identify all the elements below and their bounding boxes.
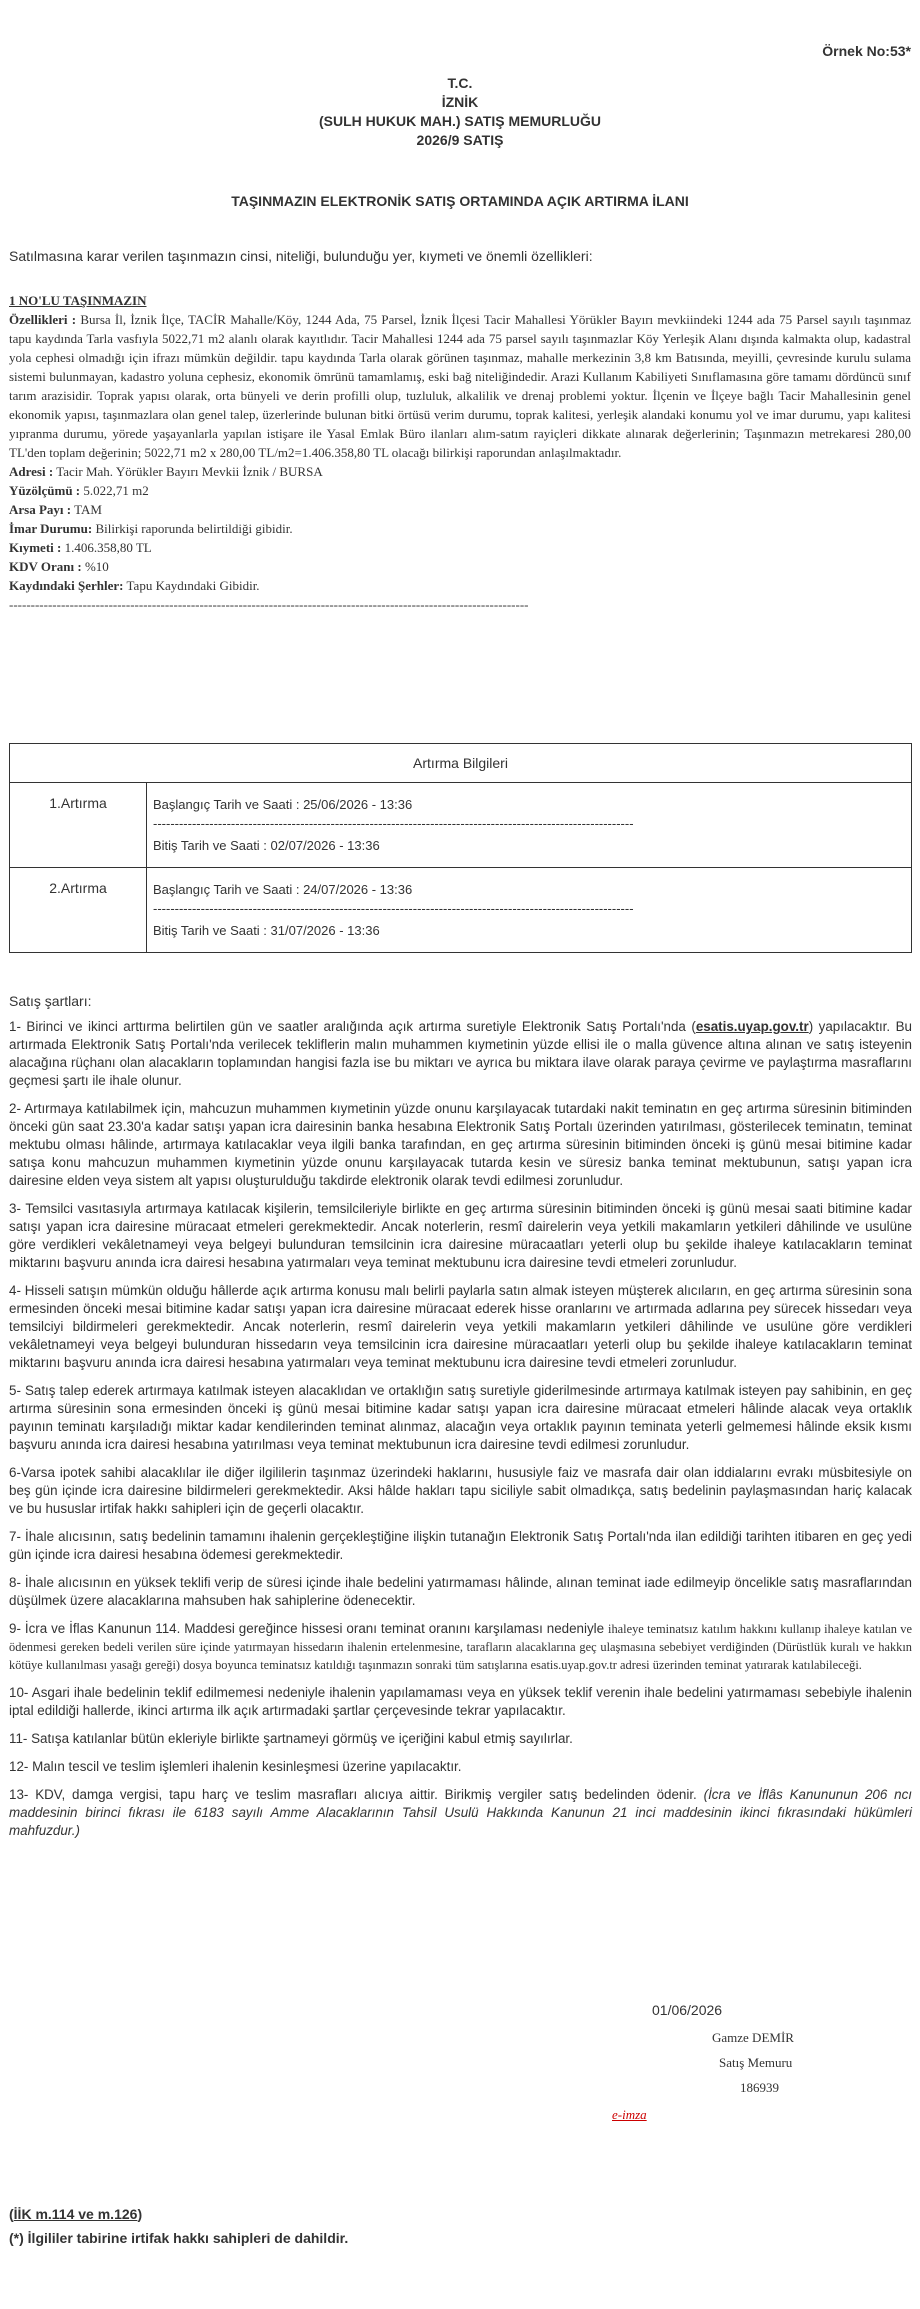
sart-item: 6-Varsa ipotek sahibi alacaklılar ile diğer ilgililerin taşınmaz üzerindeki haklarını, hususiyle faiz ve masrafa dair olan iddialarını evrakı müsbitesiyle on beş gün içinde icra dairesine bildirmeleri gerekmektedir. Aksi hâlde hakları tapu siciliyle sabit olmadıkça, satış bedelinin paylaşmasından hariç kalacak ve bu hususlar irtifak hakkı sahipleri için de geçerli olacaktır. bbox=[9, 1465, 912, 1516]
table-row bbox=[10, 783, 912, 868]
artirma-no: 2.Artırma bbox=[10, 868, 147, 953]
sart-text: ) yapılacaktır. Bu artırmada Elektronik Satış Portalı'nda verilecek tekliflerin malın muhammen kıymetinin yüzde ellisi ile o malla güvence altına alınan ve satış isteyenin alacağına rüçhanı olan alacakların toplamından hangisi fazla ise bu miktarı ve ayrıca bu miktara ilave olarak paraya çevirme ve paylaştırma masraflarını geçmesi şartı ile ihale olunur. bbox=[9, 1019, 912, 1088]
sartlar-title: Satış şartları: bbox=[9, 993, 92, 1009]
kiymeti-label: Kıymeti : bbox=[9, 540, 62, 555]
ornek-no: Örnek No:53* bbox=[822, 43, 911, 59]
serhler-value: Tapu Kaydındaki Gibidir. bbox=[126, 578, 260, 593]
sart-item bbox=[9, 1620, 912, 1674]
serhler-label: Kaydındaki Şerhler: bbox=[9, 578, 124, 593]
signature-date: 01/06/2026 bbox=[652, 2002, 723, 2018]
baslangic-tarih: Başlangıç Tarih ve Saati : 25/06/2026 - 13:36 bbox=[153, 797, 413, 812]
footer-law: İİK m.114 ve m.126 bbox=[13, 2206, 138, 2222]
adres-label: Adresi : bbox=[9, 464, 54, 479]
sart-text: 13- KDV, damga vergisi, tapu harç ve teslim masrafları alıcıya aittir. Birikmiş vergiler satış bedelinden ödenir. bbox=[9, 1787, 704, 1802]
yuzolcumu-value: 5.022,71 m2 bbox=[83, 483, 149, 498]
artirma-details bbox=[147, 868, 912, 953]
imar-value: Bilirkişi raporunda belirtildiği gibidir. bbox=[95, 521, 293, 536]
footer-law-ref bbox=[9, 2206, 142, 2222]
bitis-tarih: Bitiş Tarih ve Saati : 02/07/2026 - 13:36 bbox=[153, 838, 380, 853]
kdv-value: %10 bbox=[84, 559, 109, 574]
imar-label: İmar Durumu: bbox=[9, 521, 93, 536]
adres-value: Tacir Mah. Yörükler Bayırı Mevkii İznik / BURSA bbox=[56, 464, 323, 479]
arsa-payi-value: TAM bbox=[74, 502, 102, 517]
header-iznik: İZNİK bbox=[441, 94, 479, 110]
sart-item bbox=[9, 1018, 912, 1090]
sart-text: 1- Birinci ve ikinci arttırma belirtilen gün ve saatler aralığında açık artırma suretiyle Elektronik Satış Portalı'nda ( bbox=[9, 1019, 696, 1034]
sart-text: 9- İcra ve İflas Kanunun 114. Maddesi gereğince hissesi oranı teminat oranını karşılaması nedeniyle bbox=[9, 1621, 609, 1636]
artirma-table-header: Artırma Bilgileri bbox=[10, 744, 912, 783]
row-divider: --------------------------------------------------------------------------------------------------------------- bbox=[153, 818, 634, 830]
kiymeti-value: 1.406.358,80 TL bbox=[64, 540, 152, 555]
sart-item: 4- Hisseli satışın mümkün olduğu hâllerde açık artırma konusu malı belirli paylarla satın almak isteyen müşterek alıcıların, en geç artırma süresinin sona ermesinden önceki mesai bitimine kadar satışı yapan icra dairesine müracaat ederek hisse oranlarını ve artırmada adlarına pey sürecek hissedarı veya temsilciyi bildirmeleri gerekmektedir. Ancak noterlerin, resmî dairelerin veya yetkili makamların yetkileri dâhilinde ve usulüne göre verdikleri vekâletnameyi veya belgeyi bulunduran hissedarın veya temsilcinin icra dairesine müracaatları yeterli olup bu şekilde ihaleye katılacakların teminat miktarını başvuru anında icra dairesi hesabına yatırmaları veya teminat mektubunu icra dairesine tevdi etmeleri zorunludur. bbox=[9, 1283, 912, 1370]
yuzolcumu-label: Yüzölçümü : bbox=[9, 483, 81, 498]
sart-item bbox=[9, 1786, 912, 1840]
sart-item: 8- İhale alıcısının en yüksek teklifi verip de süresi içinde ihale bedelini yatırmaması hâlinde, alınan teminat iade edilmeyip öncelikle satış masraflarından düşülmek üzere alacaklarına mahsuben hak sahiplerine ödenecektir. bbox=[9, 1575, 912, 1608]
separator-line: ------------------------------------------------------------------------------------------------------------------------ bbox=[9, 597, 529, 612]
ozellikleri-label: Özellikleri : bbox=[9, 312, 77, 327]
signature-role: Satış Memuru bbox=[719, 2055, 793, 2070]
bitis-tarih: Bitiş Tarih ve Saati : 31/07/2026 - 13:36 bbox=[153, 923, 380, 938]
artirma-no: 1.Artırma bbox=[10, 783, 147, 868]
kdv-label: KDV Oranı : bbox=[9, 559, 82, 574]
table-row bbox=[10, 868, 912, 953]
artirma-table bbox=[9, 743, 912, 953]
footer-paren: ) bbox=[137, 2206, 143, 2222]
row-divider: --------------------------------------------------------------------------------------------------------------- bbox=[153, 903, 634, 915]
property-section bbox=[9, 291, 911, 614]
arsa-payi-label: Arsa Payı : bbox=[9, 502, 72, 517]
sart-item: 12- Malın tescil ve teslim işlemleri ihalenin kesinleşmesi üzerine yapılacaktır. bbox=[9, 1759, 462, 1774]
sart-item: 3- Temsilci vasıtasıyla artırmaya katılacak kişilerin, temsilcileriyle birlikte en geç artırma süresinin bitiminden önceki iş günü mesai saati bitimine kadar satışı yapan icra dairesine müracaat etmeleri gerekmektedir. Ancak noterlerin, resmî dairelerin veya yetkili makamların yetkileri dâhilinde ve usulüne göre verdikleri vekâletnameyi veya belgeyi bulunduran temsilcinin icra dairesine müracaatları yeterli olup bu şekilde ihaleye katılacakların teminat miktarını başvuru anında icra dairesi hesabına yatırmaları veya teminat mektubunu icra dairesine tevdi etmeleri zorunludur. bbox=[9, 1201, 912, 1270]
sart-item: 10- Asgari ihale bedelinin teklif edilmemesi nedeniyle ihalenin yapılamaması veya en yüksek teklif verenin ihale bedelini yatırmaması sebebiyle ihalenin iptal edildiği hallerde, ikinci artırma ilk açık artırmadaki şartlar çerçevesinde tekrar yapılacaktır. bbox=[9, 1685, 912, 1718]
footer-note: (*) İlgililer tabirine irtifak hakkı sahipleri de dahildir. bbox=[9, 2230, 349, 2246]
sart-item: 7- İhale alıcısının, satış bedelinin tamamını ihalenin gerçekleştiğine ilişkin tutanağın Elektronik Satış Portalı'nda ilan edildiği tarihten itibaren en geç yedi gün içinde icra dairesi hesabına ödemesi gerekmektedir. bbox=[9, 1529, 912, 1562]
header-satis-no: 2026/9 SATIŞ bbox=[416, 132, 504, 148]
intro-text: Satılmasına karar verilen taşınmazın cinsi, niteliği, bulunduğu yer, kıymeti ve önemli özellikleri: bbox=[9, 248, 593, 264]
baslangic-tarih: Başlangıç Tarih ve Saati : 24/07/2026 - 13:36 bbox=[153, 882, 413, 897]
sart-item: 5- Satış talep ederek artırmaya katılmak isteyen alacaklıdan ve ortaklığın satış suretiyle giderilmesinde artırmaya katılmak isteyen pay sahibinin, en geç artırma süresinin sona ermesinden önceki iş günü mesai bitimine kadar satışı yapan icra dairesine müracaat etmeleri hâlinde alacak veya ortaklık payının teminatı karşıladığı miktar kadar kendilerinden teminat alınmaz, alacağın veya ortaklık payının teminata yeterli gelmemesi hâlinde eksik kısmı başvuru anında icra dairesi hesabına yatırılması veya teminat mektubunun icra dairesine tevdi edilmesi zorunludur. bbox=[9, 1383, 912, 1452]
signature-name: Gamze DEMİR bbox=[712, 2030, 794, 2045]
esatis-link[interactable]: esatis.uyap.gov.tr bbox=[695, 1019, 809, 1034]
property-heading: 1 NO'LU TAŞINMAZIN bbox=[9, 293, 147, 308]
e-imza-link[interactable]: e-imza bbox=[612, 2107, 647, 2122]
header-tc: T.C. bbox=[447, 75, 473, 91]
artirma-details bbox=[147, 783, 912, 868]
sartlar-list bbox=[9, 1018, 912, 1850]
signature-no: 186939 bbox=[740, 2080, 779, 2095]
sart-item: 2- Artırmaya katılabilmek için, mahcuzun muhammen kıymetinin yüzde onunu karşılayacak tutardaki nakit teminatın en geç artırma süresinin bitiminden önceki gün saat 23.30'a kadar satışı yapan icra dairesinin banka hesabına Elektronik Satış Portalı üzerinden yatırılması, gösterilecek teminatın, teminat mektubu olması hâlinde, artırmaya katılacaklar veya ilgili banka tarafından, en geç artırma süresinin bitiminden önceki iş günü mesai bitimine kadar satışa konu mahcuzun muhammen kıymetinin yüzde onunu karşılayacak tutarda kesin ve süresiz banka teminat mektubunun, satışı yapan icra dairesine elden veya sistem alt yapısı oluşturulduğu takdirde elektronik olarak tevdi edilmesi zorunludur. bbox=[9, 1101, 912, 1188]
sart-item: 11- Satışa katılanlar bütün ekleriyle birlikte şartnameyi görmüş ve içeriğini kabul etmiş sayılırlar. bbox=[9, 1731, 573, 1746]
document-header bbox=[0, 74, 920, 150]
header-memurluk: (SULH HUKUK MAH.) SATIŞ MEMURLUĞU bbox=[318, 113, 602, 129]
sart-text-italic: (İcra ve İflâs Kanununun 206 ncı maddesinin birinci fıkrası ile 6183 sayılı Amme Alacaklarının Tahsil Usulü Hakkında Kanunun 21 inci maddesinin ikinci fıkrasındaki hükümleri mahfuzdur.) bbox=[9, 1787, 912, 1838]
ozellikleri-text: Bursa İl, İznik İlçe, TACİR Mahalle/Köy, 1244 Ada, 75 Parsel, İznik İlçesi Tacir Mahallesi Yörükler Bayırı mevkiindeki 1244 ada 75 Parsel sayılı taşınmaz tapu kaydında Tarla vasfıyla 5022,71 m2 alanlı olarak kayıtlıdır. Tacir Mahallesi 1244 ada 75 parsel sayılı taşınmazlar Köy Yerleşik Alanı dışında kalmakta olup, kadastral yola cephesi olmadığı için ifrazı mümkün değildir. tapu kaydında Tarla olarak görünen taşınmaz, mahalle merkezinin 3,8 km Batısında, meyilli, çevresinde kurulu sulama sistemi bulunmayan, kadastro yoluna cephesiz, ekonomik ömrünü tamamlamış, eski bağ niteliğindedir. Arazi Kullanım Kabiliyeti Sınıflamasına göre tamamı dördüncü sınıf tarım arazisidir. Toprak yapısı olarak, orta bünyeli ve derin profilli olup, tuzluluk, alkalilik ve drenaj problemi yoktur. İlçenin ve İlçeye bağlı Tacir Mahallesinin genel ekonomik yapısı, taşınmazlara olan genel talep, üzerlerinde bulunan bitki örtüsü verim durumu, toprak kalitesi, yerleşik alandaki konumu yol ve imar durumu, yapı kalitesi yıpranma durumu, yörede yaşayanlarla yapılan istişare ile Yasal Emlak Büro ilanları alım-satım rayiçleri dikkate alınarak değerlerinin; Taşınmazın metrekaresi 280,00 TL'den toplam değerinin; 5022,71 m2 x 280,00 TL/m2=1.406.358,80 TL olacağı bilirkişi raporundan anlaşılmaktadır. bbox=[9, 312, 912, 460]
page-title: TAŞINMAZIN ELEKTRONİK SATIŞ ORTAMINDA AÇIK ARTIRMA İLANI bbox=[231, 193, 689, 209]
footer-paren: ( bbox=[9, 2206, 14, 2222]
sart-text: ihaleye teminatsız katılım hakkını kullanıp ihaleye katılan ve ödenmesi gereken bedeli verilen süre içinde yatırmayan hissedarın ihalenin ertelenmesine, tarafların alacaklarına geç ulaşmasına sebebiyet verdiğinden (Dürüstlük kuralı ve hakkın kötüye kullanılması yasağı gereği) dosya boyunca teminatsız katıldığı taşınmazın sonraki tüm satışlarına esatis.uyap.gov.tr adresi üzerinden teminat yatırarak katılabileceği. bbox=[9, 1622, 912, 1672]
